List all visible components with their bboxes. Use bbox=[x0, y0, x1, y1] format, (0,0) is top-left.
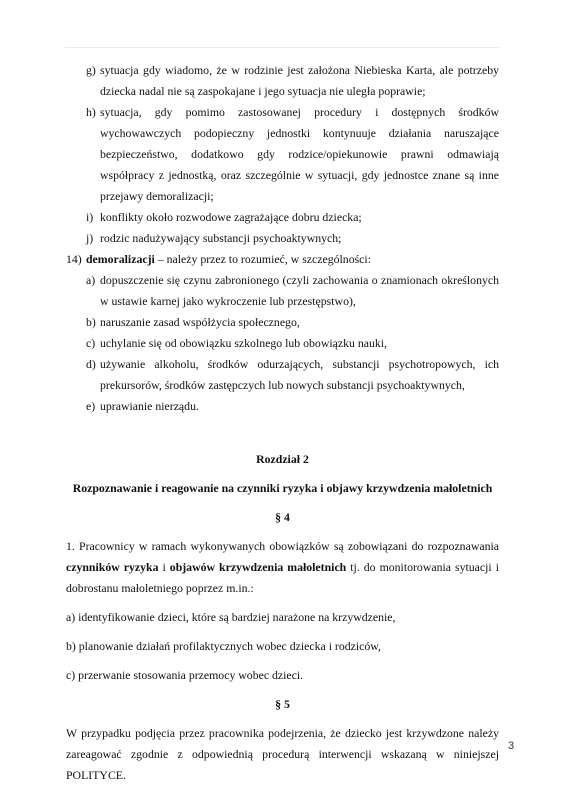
list-item-text: używanie alkoholu, środków odurzających, substancji psychotropowych, ich prekursorów, środków zastępczych lub nowych substancji psychoaktywnych, bbox=[100, 357, 499, 392]
list-marker: h) bbox=[86, 105, 96, 119]
list-marker: b) bbox=[86, 315, 96, 329]
definition-text: – należy przez to rozumieć, w szczególności: bbox=[154, 252, 371, 266]
defined-term: demoralizacji bbox=[86, 252, 155, 266]
list-marker: d) bbox=[86, 357, 96, 371]
list-marker: a) bbox=[86, 273, 96, 287]
section-4-item-c: c) przerwanie stosowania przemocy wobec dzieci. bbox=[66, 668, 304, 682]
list-item-a bbox=[66, 270, 499, 312]
list-item-j bbox=[66, 228, 499, 249]
chapter-number: Rozdział 2 bbox=[256, 452, 309, 466]
section-4-paragraph: 1. Pracownicy w ramach wykonywanych obowiązków są zobowiązani do rozpoznawania czynników ryzyka i objawów krzywdzenia małoletnich tj. do monitorowania sytuacji i dobrostanu małoletniego poprzez m.in.: bbox=[66, 539, 499, 595]
bold-term-harm-symptoms: objawów krzywdzenia małoletnich bbox=[169, 560, 347, 574]
list-marker: e) bbox=[86, 399, 96, 413]
list-item-text: uprawianie nierządu. bbox=[100, 399, 199, 413]
section-4-heading: § 4 bbox=[275, 510, 290, 524]
chapter-title: Rozpoznawanie i reagowanie na czynniki ryzyka i objawy krzywdzenia małoletnich bbox=[72, 481, 493, 495]
header-divider bbox=[65, 47, 500, 48]
section-4-item-b: b) planowanie działań profilaktycznych wobec dziecka i rodziców, bbox=[66, 639, 381, 653]
list-item-i bbox=[66, 207, 499, 228]
list-item-text: dopuszczenie się czynu zabronionego (czyli zachowania o znamionach określonych w ustawie karnej jako wykroczenie lub przestępstwo), bbox=[100, 273, 499, 308]
point-marker: 14) bbox=[66, 252, 82, 266]
list-marker: j) bbox=[86, 231, 94, 245]
list-item-text: uchylanie się od obowiązku szkolnego lub obowiązku nauki, bbox=[100, 336, 387, 350]
list-item-text: rodzic nadużywający substancji psychoaktywnych; bbox=[100, 231, 342, 245]
list-marker: g) bbox=[86, 63, 96, 77]
list-item-d bbox=[66, 354, 499, 396]
document-page bbox=[66, 60, 499, 786]
list-item-b bbox=[66, 312, 499, 333]
section-5-heading: § 5 bbox=[275, 697, 290, 711]
list-item-h bbox=[66, 102, 499, 207]
list-item-text: naruszanie zasad współżycia społecznego, bbox=[100, 315, 300, 329]
section-5-paragraph: W przypadku podjęcia przez pracownika podejrzenia, że dziecko jest krzywdzone należy zareagować zgodnie z odpowiednią procedurą interwencji wskazaną w niniejszej POLITYCE. bbox=[66, 726, 499, 782]
page-number: 3 bbox=[508, 740, 515, 752]
list-item-e bbox=[66, 396, 499, 417]
list-marker: i) bbox=[86, 210, 94, 224]
list-marker: c) bbox=[86, 336, 96, 350]
section-4-item-a: a) identyfikowanie dzieci, które są bardziej narażone na krzywdzenie, bbox=[66, 610, 396, 624]
list-item-text: sytuacja, gdy pomimo zastosowanej procedury i dostępnych środków wychowawczych podopieczny jednostki kontynuuje działania naruszające bezpieczeństwo, dodatkowo gdy rodzice/opiekunowie prawni odmawiają współpracy z jednostką, oraz szczególnie w sytuacji, gdy jednostce znane są inne przejawy demoralizacji; bbox=[100, 105, 499, 203]
list-item-text: sytuacja gdy wiadomo, że w rodzinie jest założona Niebieska Karta, ale potrzeby dziecka nadal nie są zaspokajane i jego sytuacja nie uległa poprawie; bbox=[100, 63, 499, 98]
list-item-g bbox=[66, 60, 499, 102]
definition-14 bbox=[66, 249, 499, 270]
list-item-c bbox=[66, 333, 499, 354]
bold-term-risk-factors: czynników ryzyka bbox=[66, 560, 159, 574]
list-item-text: konflikty około rozwodowe zagrażające dobru dziecka; bbox=[100, 210, 362, 224]
